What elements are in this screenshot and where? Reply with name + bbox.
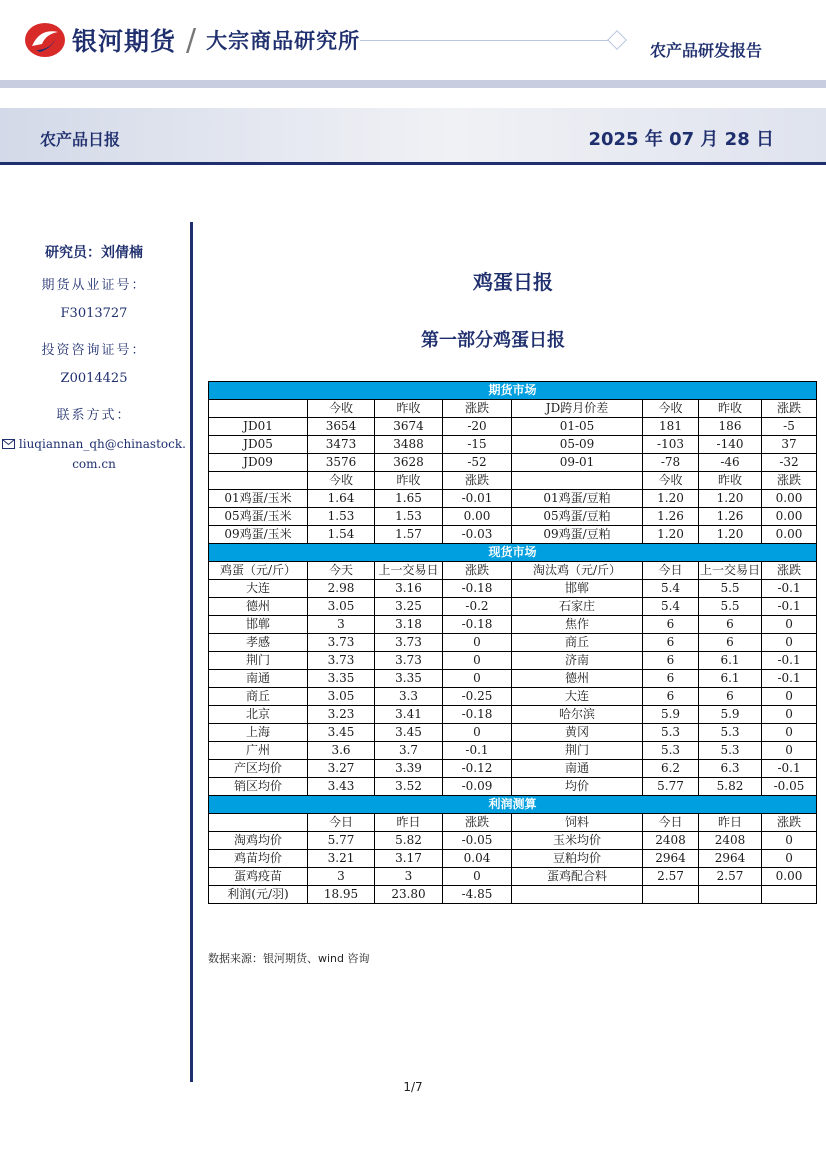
table-cell: -20 [443,418,512,436]
table-cell: -0.01 [443,490,512,508]
table-cell: 6 [643,652,699,670]
table-cell: -52 [443,454,512,472]
table-cell: 0 [762,742,817,760]
report-type: 农产品研发报告 [649,41,762,60]
table-cell: -0.12 [443,760,512,778]
table-cell: -0.03 [443,526,512,544]
table-row [209,490,817,508]
table-cell: -0.05 [443,832,512,850]
table-cell: 0.04 [443,850,512,868]
table-cell: 1.53 [375,508,443,526]
table-cell: 5.82 [375,832,443,850]
table-cell: 0 [443,634,512,652]
table-row [209,598,817,616]
table-cell: 1.54 [308,526,375,544]
table-cell: 3.73 [308,652,375,670]
email-address[interactable] [0,434,188,474]
table-cell: 利润(元/羽) [209,886,308,904]
table-row [209,436,817,454]
table-cell: 3.16 [375,580,443,598]
table-cell: 0 [762,688,817,706]
table-cell: JD01 [209,418,308,436]
table-cell: 6.1 [699,670,762,688]
table-cell: 昨日 [699,814,762,832]
table-cell: 商丘 [512,634,643,652]
table-cell: 1.20 [699,490,762,508]
table-cell: 今日 [643,562,699,580]
table-cell: 昨收 [699,400,762,418]
table-cell: 3 [375,868,443,886]
table-cell: 2.98 [308,580,375,598]
table-cell: 1.65 [375,490,443,508]
table-cell: 涨跌 [762,472,817,490]
table-cell: 涨跌 [443,400,512,418]
table-cell: 6 [699,688,762,706]
consult-number: Z0014425 [60,371,128,386]
table-cell: 5.9 [699,706,762,724]
table-cell: 3.45 [308,724,375,742]
table-row [209,634,817,652]
table-cell: 3.52 [375,778,443,796]
table-cell: -140 [699,436,762,454]
table-cell: 0 [762,724,817,742]
table-cell: 5.5 [699,598,762,616]
table-row [209,724,817,742]
table-cell: 0 [762,832,817,850]
table-cell: -0.18 [443,616,512,634]
table-cell: -32 [762,454,817,472]
envelope-icon [2,437,19,451]
table-cell: 0 [762,706,817,724]
table-row [209,400,817,418]
table-cell: 18.95 [308,886,375,904]
table-cell: 0 [443,652,512,670]
table-cell [209,814,308,832]
table-cell: 2964 [643,850,699,868]
table-cell: 3.73 [375,634,443,652]
table-cell: 3.27 [308,760,375,778]
table-cell: 3.73 [375,652,443,670]
table-cell: -4.85 [443,886,512,904]
table-cell: JD09 [209,454,308,472]
table-cell: 昨收 [375,472,443,490]
table-cell: 产区均价 [209,760,308,778]
galaxy-logo-icon [22,20,68,60]
table-cell: -0.09 [443,778,512,796]
table-row [209,778,817,796]
table-row [209,886,817,904]
table-cell: 3.05 [308,598,375,616]
table-cell: 3 [308,616,375,634]
table-cell: 南通 [512,760,643,778]
license-number: F3013727 [60,306,128,321]
table-row [209,760,817,778]
table-cell: 1.26 [643,508,699,526]
data-source: 数据来源：银河期货、wind 咨询 [208,952,370,965]
table-cell: -0.18 [443,580,512,598]
table-cell: 6 [643,616,699,634]
table-cell: 0.00 [762,490,817,508]
table-cell: -46 [699,454,762,472]
table-cell: 2408 [643,832,699,850]
table-cell: -0.2 [443,598,512,616]
document-title: 鸡蛋日报 [473,270,553,294]
table-cell: 石家庄 [512,598,643,616]
table-cell: -0.1 [762,760,817,778]
table-cell: 荆门 [512,742,643,760]
table-cell: 09鸡蛋/豆粕 [512,526,643,544]
table-cell: 3.7 [375,742,443,760]
table-cell: -0.1 [762,652,817,670]
table-row [209,688,817,706]
table-cell: -0.1 [762,670,817,688]
table-cell: 北京 [209,706,308,724]
table-cell: 今收 [643,400,699,418]
email-line-1: liuqiannan_qh@chinastock. [18,437,186,451]
table-cell [512,472,643,490]
table-cell: 昨收 [699,472,762,490]
table-cell: 05鸡蛋/玉米 [209,508,308,526]
table-cell: 今收 [308,400,375,418]
table-cell: 3.45 [375,724,443,742]
table-cell: 3.18 [375,616,443,634]
table-cell: 3.23 [308,706,375,724]
table-cell: 蛋鸡配合料 [512,868,643,886]
table-cell: 玉米均价 [512,832,643,850]
contact-label: 联系方式： [56,408,132,423]
table-cell: 今日 [308,814,375,832]
table-cell: 186 [699,418,762,436]
table-row [209,832,817,850]
table-cell: 3.73 [308,634,375,652]
table-row [209,472,817,490]
table-cell: -0.1 [762,598,817,616]
table-cell: 涨跌 [443,472,512,490]
table-cell: -0.05 [762,778,817,796]
table-cell: 5.5 [699,580,762,598]
email-line-2: com.cn [72,457,116,471]
table-cell: 3.17 [375,850,443,868]
table-cell [699,886,762,904]
table-cell: 6 [643,688,699,706]
table-cell: 今收 [308,472,375,490]
table-cell: 3.35 [308,670,375,688]
table-cell: 3.6 [308,742,375,760]
table-cell: 上一交易日 [375,562,443,580]
table-cell: 商丘 [209,688,308,706]
table-cell: 涨跌 [762,400,817,418]
table-cell: 1.20 [643,490,699,508]
table-cell: 昨收 [375,400,443,418]
table-cell: 1.53 [308,508,375,526]
table-cell: 2964 [699,850,762,868]
table-cell: 0 [762,616,817,634]
table-cell: 蛋鸡疫苗 [209,868,308,886]
section-label: 期货市场 [209,382,817,400]
table-row [209,706,817,724]
table-cell: 孝感 [209,634,308,652]
table-cell: 淘鸡均价 [209,832,308,850]
table-cell: 广州 [209,742,308,760]
table-cell: 09-01 [512,454,643,472]
table-cell: 鸡蛋（元/斤） [209,562,308,580]
table-row [209,616,817,634]
table-cell: 0 [762,634,817,652]
table-cell: 3 [308,868,375,886]
table-cell: 昨日 [375,814,443,832]
table-cell: 3.41 [375,706,443,724]
table-cell: 0.00 [762,868,817,886]
table-cell: 3654 [308,418,375,436]
table-cell: -103 [643,436,699,454]
table-cell: 鸡苗均价 [209,850,308,868]
table-cell: 5.77 [643,778,699,796]
table-cell: 3.35 [375,670,443,688]
consult-label: 投资咨询证号： [41,343,147,358]
table-section-header [209,544,817,562]
table-cell: 上一交易日 [699,562,762,580]
table-cell: 大连 [209,580,308,598]
analyst-name: 研究员：刘倩楠 [45,245,143,261]
logo-divider: / [186,22,197,58]
table-cell: 23.80 [375,886,443,904]
table-section-header [209,796,817,814]
table-cell: 5.4 [643,580,699,598]
table-cell: 5.9 [643,706,699,724]
table-cell: 6.3 [699,760,762,778]
egg-data-table [208,381,817,904]
table-cell: 饲料 [512,814,643,832]
table-row [209,814,817,832]
table-cell: -0.1 [443,742,512,760]
table-cell: 德州 [512,670,643,688]
table-cell: 3.3 [375,688,443,706]
table-cell: 2.57 [699,868,762,886]
table-cell: 5.3 [643,742,699,760]
table-cell: 涨跌 [443,562,512,580]
table-cell: 05鸡蛋/豆粕 [512,508,643,526]
table-cell: 涨跌 [443,814,512,832]
table-row [209,580,817,598]
table-cell: 0 [443,670,512,688]
table-cell: 邯郸 [512,580,643,598]
table-cell: 5.4 [643,598,699,616]
header-rule [360,40,615,41]
table-cell [643,886,699,904]
table-row [209,652,817,670]
table-cell: 焦作 [512,616,643,634]
company-logo [22,16,360,64]
table-row [209,742,817,760]
table-cell: 5.3 [699,742,762,760]
table-cell: 3628 [375,454,443,472]
table-cell: 01鸡蛋/豆粕 [512,490,643,508]
table-cell: 0 [762,850,817,868]
table-cell: 荆门 [209,652,308,670]
table-row [209,850,817,868]
table-cell: 6 [699,634,762,652]
table-cell: 3.39 [375,760,443,778]
table-cell: 1.57 [375,526,443,544]
table-cell: 3.25 [375,598,443,616]
table-cell: 3473 [308,436,375,454]
license-label: 期货从业证号： [41,278,147,293]
table-cell: 181 [643,418,699,436]
table-cell [209,400,308,418]
table-cell: 01-05 [512,418,643,436]
table-row [209,418,817,436]
table-row [209,508,817,526]
table-cell: 0.00 [762,526,817,544]
header-diamond-icon [607,30,627,50]
table-cell: 37 [762,436,817,454]
table-cell: -0.1 [762,580,817,598]
table-section-header [209,382,817,400]
table-cell [762,886,817,904]
table-cell: 上海 [209,724,308,742]
table-cell: 济南 [512,652,643,670]
table-cell: 1.20 [643,526,699,544]
section-label: 现货市场 [209,544,817,562]
table-cell: 哈尔滨 [512,706,643,724]
table-cell: 1.20 [699,526,762,544]
table-cell: 今收 [643,472,699,490]
table-cell: 3488 [375,436,443,454]
table-cell: 黄冈 [512,724,643,742]
table-cell: 1.26 [699,508,762,526]
table-cell: 3576 [308,454,375,472]
table-cell: 6 [643,670,699,688]
table-cell: -15 [443,436,512,454]
table-cell: 今日 [643,814,699,832]
table-cell: 0 [443,868,512,886]
section-title: 第一部分鸡蛋日报 [421,330,565,351]
table-cell: 09鸡蛋/玉米 [209,526,308,544]
table-cell: 今天 [308,562,375,580]
table-row [209,868,817,886]
table-cell: JD05 [209,436,308,454]
header-band [0,80,826,88]
table-row [209,670,817,688]
table-row [209,526,817,544]
table-cell: 2.57 [643,868,699,886]
table-cell: 6.1 [699,652,762,670]
table-cell: -5 [762,418,817,436]
table-cell: 涨跌 [762,814,817,832]
table-cell: 豆粕均价 [512,850,643,868]
table-cell: 3674 [375,418,443,436]
table-cell: 01鸡蛋/玉米 [209,490,308,508]
table-cell: 5.82 [699,778,762,796]
table-cell: 05-09 [512,436,643,454]
section-label: 利润测算 [209,796,817,814]
table-cell: 6.2 [643,760,699,778]
table-cell: 0.00 [762,508,817,526]
table-cell: 6 [699,616,762,634]
table-cell: 0 [443,724,512,742]
table-cell: 大连 [512,688,643,706]
table-cell: 涨跌 [762,562,817,580]
table-cell: 邯郸 [209,616,308,634]
table-cell: 3.21 [308,850,375,868]
table-cell: 2408 [699,832,762,850]
report-date: 2025 年 07 月 28 日 [588,129,774,150]
company-name: 银河期货 [72,27,177,56]
banner-rule [0,162,826,165]
table-cell: 5.3 [643,724,699,742]
table-cell: JD跨月价差 [512,400,643,418]
table-cell: -0.18 [443,706,512,724]
table-cell: 3.05 [308,688,375,706]
table-cell: 均价 [512,778,643,796]
table-row [209,454,817,472]
table-cell: 淘汰鸡（元/斤） [512,562,643,580]
page-number: 1/7 [403,1080,423,1094]
department-name: 大宗商品研究所 [206,29,361,53]
table-cell [512,886,643,904]
table-cell: 销区均价 [209,778,308,796]
table-cell: 3.43 [308,778,375,796]
table-cell: 5.77 [308,832,375,850]
table-cell: 1.64 [308,490,375,508]
sidebar-divider [190,222,193,1082]
table-cell: 德州 [209,598,308,616]
table-cell: 南通 [209,670,308,688]
table-cell: 0.00 [443,508,512,526]
table-cell: -0.25 [443,688,512,706]
table-cell: -78 [643,454,699,472]
table-cell: 5.3 [699,724,762,742]
table-row [209,562,817,580]
table-cell [209,472,308,490]
table-cell: 6 [643,634,699,652]
banner-title: 农产品日报 [40,130,121,149]
